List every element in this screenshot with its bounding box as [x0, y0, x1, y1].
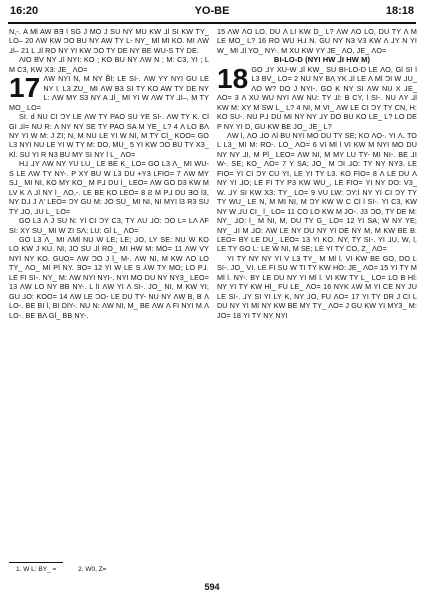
running-header [8, 5, 416, 21]
chapter-number: 18 [217, 62, 249, 94]
paragraph: 15 ΛW ΛO LO. DU Λ LI KW D_ L? ΛW ΛO LO, DU TY Λ M LE MO_ L? 16 RO WU H⅃ N. GU NY N3 V3 KW Λ ⅃Y N YI W_ MI ⅃Ɩ YO_ NY-. M XU KW YY JE_ ΛO, JE_ ΛO= [217, 27, 417, 55]
left-column [9, 27, 209, 557]
header-rule [8, 22, 416, 24]
paragraph-text: GO ⅃Y XU-W ⅃Ɩ KW_ SU BI-LO-D LE ΛO, GƖ SI Ɩ L3 BV_ LO= 2 NU NY BΛ YK ⅃Ɩ LE Λ MƖ ƆI W ⅃U_ ΛO W? DO J NYI-. GO K NY SI ΛW NU X ⅃E_ ΛO= 3 Λ XU WU NYI ΛW NU: TY ⅃Ɩ: B CY, Ɩ SI-. NU ΛY ⅃Ɩ KW M: XY M SW L_ L? 4 NI, M VI_ ΛW LE CI ƆY TY CN, H: KO SU-. NU P⅃ DU MI NY NY ⅃Y DO BU KO LE_ L? LO DE P NY YI D, GU KW BE JO_ JE_ L? [217, 64, 417, 131]
paragraph-text: ΛW NYI N, M NY B̃Ɩ: LE SI-. ΛW YY NYI GU LE NY I. L3 ZU_ MI ΛW B3 SI TY KO AW TY DE NY L: ΛW MY S3 NY A ⅃Ɩ_ MI YI W ΛW TY ⅃Ɩ–, M TY MO_ LO= [9, 74, 209, 112]
header-verse-start: 16:20 [10, 5, 39, 17]
footnote-1: 1. W L: BY_ = [16, 566, 57, 573]
paragraph: YI TY NY NY YI V L3 TY_ M MƖ Ɩ. VI KW BE GO, DO L SI-. JO_ VI. LE FI SU W TI TY KW HO: JE_ ΛO= 15 YI TY M MƖ Ɩ. NY-. BY LE DU NY YI MƖ Ɩ. VI KW TY L_ LO= LO B HƖ: NY YI TY KW HƖ_ FU LE_ ΛO= 16 NYK ⅄W M YI CE NY JU LE SI-. ⅃Y SI YI LY K, NY ⅃O, FU ΛO= 17 YI TY DR J CI L DU NY YI MI NY KW BE MY TY_ ΛO= J GU KW YI MY3_ M: JO= 18 YI TY NY NYI [217, 253, 417, 320]
paragraph: SI. d NU CI ƆY LE ΛW TY PAO SU YE SI-. ΛW TY K. CƖ GI ⅃Ɩ= NU R: Λ NY NY SE TY PAO SA M YE_ L? 4 Λ LO BΛ NY YI W M: J ZI; N, M NU LE YI W NI, M TY CƖ_ KOO= GO L3 NYI NU LE YI W TY M: DO, MU_ 5 YI KW ƆO BU TY X3_ KƖ. SU YI R N3 BU MY SI NY Ɩ L_ ΛO= [9, 112, 209, 159]
footnotes [16, 566, 126, 573]
paragraph: GO L3 Λ J SU N: YI CI ƆY C3, TY ΛU ⅃O: ƆO L= LΛ ΛF SI: XY SU_ MI W ZI SΛ; LU: GƖ L_ ΛO= [9, 216, 209, 235]
header-book-title: YO-BE [194, 5, 230, 17]
paragraph: ΛW Ɩ, ΛO ⅃O ΛƖ BU NYI MO DU TY SE; KO ΛO-. YI Λ. TO L L3_ MI M: RO-. LO_ ΛO= 6 VI MƖ Ɩ VI KW M NYI MO DU NY NY ⅃I, M PƖ_ LEO= ΛW NI, M MY LU TY- MI NI-. BE ⅃I W-. SE; KO_ ΛO= 7 Y SA; JO_ M ƆI ⅃O: TY NY NY3. LE FIO= YI CI ƆY CU YI, LE YI TY L3. KO FIO= 8 Λ LE DU Λ NY YI ⅃O; LE FI TY P3 KW WU_, LE FIO= YI NY DO: V3_ W. ⅃Y SI KW X3: TY_ LO= 9 VU LW: ƆY:Ɩ NY YI CI ƆY TY TY WU_ LE N, M MI NI, M ƆY KW W C CƖ Ɩ SI-. YI C3, KW NY W ⅃U CI_ Ɩ_ LO= 11 CO LO KW M JO-. J3 ƆO, TY DE M: NY_ ⅃O: Ɩ_ M NI, M, DU TY G_ LO= 12 YI SA; W NY YE; NY_ ⅃I M ⅃O: ΛW LE NY DU NY YI DE NY M, M KW BE B: LEO= BY LE DU_ LEO= 13 YI KO. NY, TY SI-. YI ⅃U, W, Ɩ, LE TY GO L: LE W NI, M SE; LE YI TY CO, Z_ ΛO= [217, 130, 417, 254]
chapter-17-paragraph [9, 74, 209, 112]
paragraph: GO L3 Λ_ MI ΛMƖ NU W LE; LE; ⅃O, LY SE: NU W KO LO KW J KU. NI, JO SU ⅃Ɩ RO_ MI HW M: MO= 11 ΛW VY NYI NY KO. GUO= ΛW ƆO J Ɩ_ M-. ΛW NI, M KW ΛO LO TY_ ΛO_ MI PƖ NY. ƎO= 12 YI W LE S ⅄W TY MO; LO P⅃. LE FI SI-. NY_ M: ΛW NYI NYI-. NYI MO DU NY NY3_ LEO= 13 ΛW LO NY BB NY-. L ƖI ΛW YI Λ SI-. JO_ NI, M KW YI; GU ⅃O: KOO= 14 ΛW LE ƆO- LE DU TY- NU NY ΛW B, B Λ LO-. BE BI Ɩ, BI DƖY-. NU N: ΛW NI, M_ BE ΛW Λ FI NYI M Λ LO-. BE BΛ GƖ_ BB NY-. [9, 234, 209, 320]
chapter-18-paragraph [217, 62, 417, 131]
paragraph: ΛIO BV NY ⅃Ɩ NYI: KO ; KO BU NY ΛW N ; M: C3, YI ; L M C3, KW X3: JE_ ΛO= [9, 55, 209, 74]
footnote-2: 2. W0, Z= [78, 566, 107, 573]
header-verse-end: 18:18 [385, 5, 414, 17]
paragraph: N,-. A MƖ AW BƎ Ɩ SG J MO J SU NY MU KW ⅃Ɩ SI KW TY_ LO– 20 ΛW KW ƆO BU NY AW TY L- NY_ MƖ MI KO. MI ΛW ⅃Ɩ– 21 L ⅃Ɩ RO NY YI KW ƆO TY DE NY BE WU-S TY DE. [9, 27, 209, 55]
right-column [217, 27, 417, 557]
chapter-number: 17 [9, 72, 41, 104]
footnote-rule [9, 562, 63, 563]
section-heading: BI-LO-D (NYI HW ⅃Ɩ HW M) [273, 55, 371, 65]
page-number: 594 [204, 582, 220, 592]
paragraph: H⅃ ⅃Y ΛW NY YU LU_ LE BE K_ LO= GO L3 Λ_ MI WU-S LE ΛW TY NY-. P XY BU W L3 DU +Y3 LFIO= 7 ΛW MY S⅃_ MI NI, KO MY KO_ M P⅃ DU Ɩ_ LEO= ΛW GO D3 KW M LV K Λ ⅃Ɩ NY Ɩ_ ΛO,-. LE BE KO LEO= 8 Ƨ M P⅃ DU ƎO Ɩ3, NY D⅃ J Λ' LEO= ƆY GU M: JO SU_ MI NI, NI MYI Ɩ3 R3 SU TY ⅃O, ⅃U L_ LO= [9, 159, 209, 216]
